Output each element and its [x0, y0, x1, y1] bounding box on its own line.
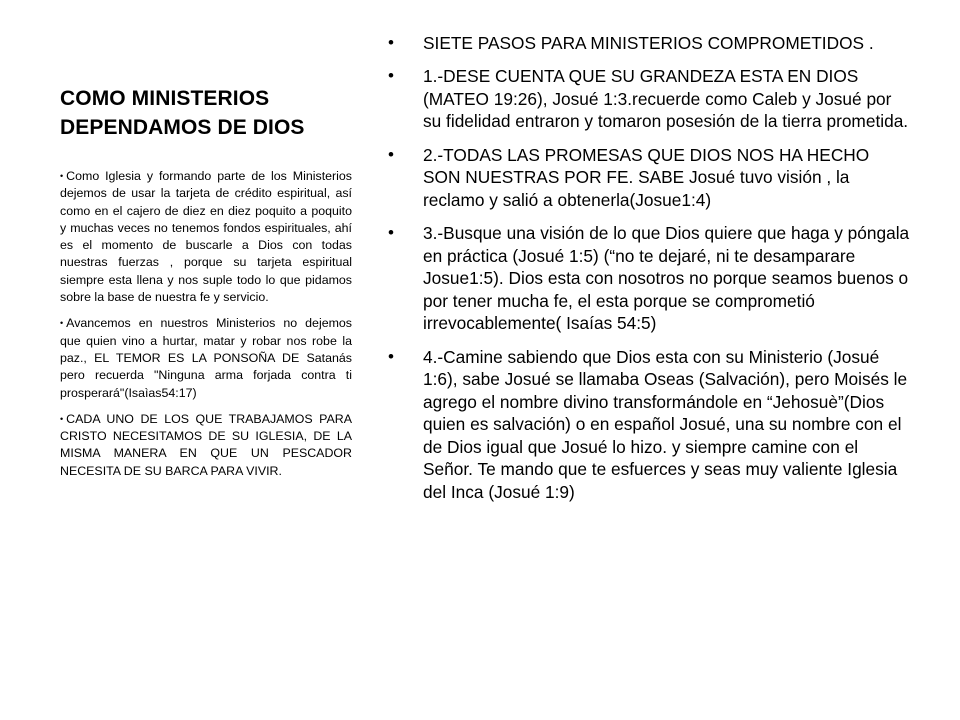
right-bullet-item — [388, 222, 910, 335]
right-bullet-item — [388, 144, 910, 212]
bullet-icon: • — [388, 33, 394, 52]
bullet-icon: • — [388, 144, 394, 164]
left-bullet-list — [60, 168, 352, 480]
right-bullet-text: 2.-TODAS LAS PROMESAS QUE DIOS NOS HA HECHO SON NUESTRAS POR FE. SABE Josué tuvo visión , la reclamo y salió a obtenerla(Josue1:4) — [423, 144, 870, 210]
left-bullet-text: Como Iglesia y formando parte de los Ministerios dejemos de usar la tarjeta de crédito espiritual, así como en el cajero de diez en diez poquito a poquito y muchas veces no tenemos fondos espirituales, ahí es el momento de buscarle a Dios con todas nuestras fuerzas , porque su tarjeta espiritual siempre esta llena y nos suple todo lo que pidamos sobre la base de nuestra fe y servicio. — [60, 169, 352, 305]
right-bullet-item — [388, 32, 910, 55]
left-column — [60, 84, 352, 489]
left-bullet-item — [60, 411, 352, 480]
right-bullet-text: 1.-DESE CUENTA QUE SU GRANDEZA ESTA EN DIOS (MATEO 19:26), Josué 1:3.recuerde como Caleb y Josué por su fidelidad entraron y tomaron posesión de la tierra prometida. — [423, 66, 909, 132]
bullet-icon: • — [60, 171, 64, 181]
bullet-icon: • — [60, 318, 64, 329]
slide-title: COMO MINISTERIOS DEPENDAMOS DE DIOS — [60, 87, 305, 139]
bullet-icon: • — [388, 66, 394, 86]
left-bullet-item — [60, 168, 352, 306]
bullet-icon: • — [388, 346, 394, 366]
right-bullet-list — [388, 32, 910, 504]
bullet-icon: • — [388, 222, 394, 242]
right-bullet-text: SIETE PASOS PARA MINISTERIOS COMPROMETIDOS . — [423, 33, 874, 53]
left-bullet-text: CADA UNO DE LOS QUE TRABAJAMOS PARA CRISTO NECESITAMOS DE SU IGLESIA, DE LA MISMA MANERA EN QUE UN PESCADOR NECESITA DE SU BARCA PARA VIVIR. — [60, 411, 352, 478]
right-bullet-item — [388, 65, 910, 133]
right-bullet-text: 3.-Busque una visión de lo que Dios quiere que haga y póngala en práctica (Josué 1:5) (“no te dejaré, ni te desamparare Josue1:5). Dios esta con nosotros no porque seamos buenos o por tener mucha fe, el esta porque se comprometió irrevocablemente( Isaías 54:5) — [423, 222, 910, 334]
right-bullet-text: 4.-Camine sabiendo que Dios esta con su Ministerio (Josué 1:6), sabe Josué se llamaba Oseas (Salvación), pero Moisés le agrego el nombre divino transformándole en “Jehosuè”(Dios quien es salvación) o en español Josué, una su nombre con el de Dios igual que Josué lo hizo. y siempre camine con el Señor. Te mando que te esfuerces y seas muy valiente Iglesia del Inca (Josué 1:9) — [423, 346, 908, 503]
right-bullet-item — [388, 346, 910, 504]
left-bullet-text: Avancemos en nuestros Ministerios no dejemos que quien vino a hurtar, matar y robar nos robe la paz., EL TEMOR ES LA PONSOÑA DE Satanás pero recuerda "Ninguna arma forjada contra ti prosperará"(Isaìas54:17) — [60, 316, 352, 400]
bullet-icon: • — [60, 413, 64, 424]
left-bullet-item — [60, 315, 352, 401]
right-column — [388, 32, 910, 514]
